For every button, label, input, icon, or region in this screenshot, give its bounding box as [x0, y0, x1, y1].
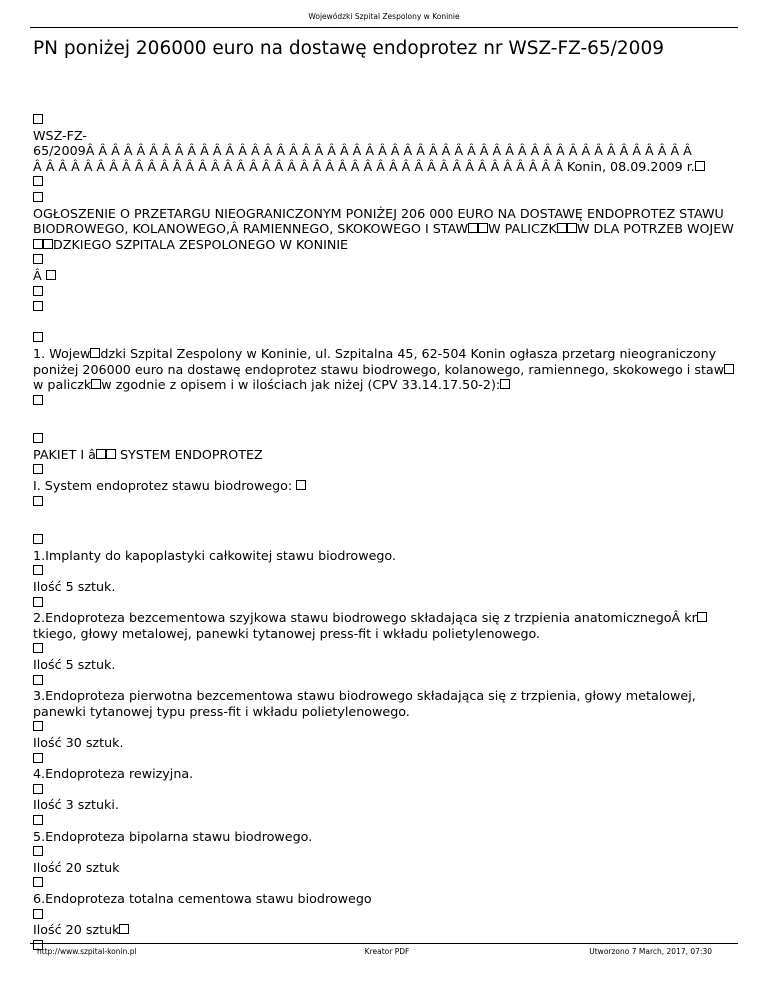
placeholder-glyph: [33, 813, 738, 829]
quantity-line: Ilość 30 sztuk.: [33, 734, 124, 750]
announcement-heading: OGŁOSZENIE O PRZETARGU NIEOGRANICZONYM PONIŻEJ 206 000 EURO NA DOSTAWĘ ENDOPROTEZ STAWU BIODROWEGO, KOLANOWEGO,Â RAMIENNEGO, SKOKOWEGO I STAW W PALICZK W DLA POTRZEB WOJEWDZKIEGO SZPITALA ZESPOLONEGO W KONINIE: [33, 205, 734, 252]
missing-glyph-icon: [33, 192, 43, 202]
system-heading: I. System endoprotez stawu biodrowego:: [33, 478, 738, 494]
placeholder-glyph: [33, 673, 738, 689]
missing-glyph-icon: [695, 161, 705, 171]
missing-glyph-icon: [33, 815, 43, 825]
missing-glyph-icon: [33, 597, 43, 607]
list-item: 4.Endoproteza rewizyjna.: [33, 766, 194, 782]
header-divider: [30, 27, 738, 28]
document-body: [33, 112, 738, 953]
missing-glyph-icon: [33, 753, 43, 763]
placeholder-glyph: [33, 284, 738, 300]
list-item: 5.Endoproteza bipolarna stawu biodrowego.: [33, 828, 313, 844]
document-title: PN poniżej 206000 euro na dostawę endoprotez nr WSZ-FZ-65/2009: [33, 38, 664, 59]
quantity-line: Ilość 5 sztuk.: [33, 657, 116, 672]
missing-glyph-icon: [33, 464, 43, 474]
intro-paragraph: 1. Wojew dzki Szpital Zespolony w Koninie, ul. Szpitalna 45, 62-504 Konin ogłasza przetarg nieograniczony poniżej 206000 euro na dostawę endoprotez stawu biodrowego, kolanowego, ramiennego, skokowego i staww paliczk w zgodnie z opisem i w ilościach jak niżej (CPV 33.14.17.50-2):: [33, 346, 738, 393]
missing-glyph-icon: [697, 612, 707, 622]
missing-glyph-icon: [96, 449, 106, 459]
missing-glyph-icon: [500, 379, 510, 389]
placeholder-glyph: [33, 532, 738, 548]
quantity-line: Ilość 20 sztuk: [33, 859, 120, 875]
missing-glyph-icon: [33, 176, 43, 186]
missing-glyph-icon: [90, 348, 100, 358]
reference-date-line: Â Â Â Â Â Â Â Â Â Â Â Â Â Â Â Â Â Â Â Â Â Â Â Â Â Â Â Â Â Â Â Â Â Â Â Â Â Â Â Â Â Â Konin, 08.09.2009 r.: [33, 159, 738, 175]
placeholder-glyph: [33, 299, 738, 315]
missing-glyph-icon: [33, 565, 43, 575]
placeholder-glyph: [33, 393, 738, 409]
missing-glyph-icon: [33, 286, 43, 296]
missing-glyph-icon: [33, 239, 43, 249]
missing-glyph-icon: [33, 114, 43, 124]
footer-generator: Kreator PDF: [364, 947, 410, 956]
reference-line: 65/2009Â Â Â Â Â Â Â Â Â Â Â Â Â Â Â Â Â Â Â Â Â Â Â Â Â Â Â Â Â Â Â Â Â Â Â Â Â Â Â Â Â Â Â Â Â Â Â Â: [33, 143, 692, 159]
missing-glyph-icon: [724, 364, 734, 374]
placeholder-glyph: [33, 782, 738, 798]
missing-glyph-icon: [106, 449, 116, 459]
missing-glyph-icon: [46, 270, 56, 280]
missing-glyph-icon: [468, 223, 478, 233]
list-item: 6.Endoproteza totalna cementowa stawu biodrowego: [33, 890, 372, 906]
placeholder-glyph: [33, 330, 738, 346]
missing-glyph-icon: [33, 496, 43, 506]
quantity-line: Ilość 20 sztuk: [33, 922, 738, 938]
list-item: 3.Endoproteza pierwotna bezcementowa stawu biodrowego składająca się z trzpienia, głowy metalowej, panewki tytanowej typu press-fit i wkładu polietylenowego.: [33, 688, 696, 719]
missing-glyph-icon: [33, 254, 43, 264]
placeholder-glyph: [33, 431, 738, 447]
missing-glyph-icon: [557, 223, 567, 233]
missing-glyph-icon: [33, 534, 43, 544]
placeholder-glyph: [33, 252, 738, 268]
placeholder-glyph: [33, 844, 738, 860]
missing-glyph-icon: [43, 239, 53, 249]
quantity-line: Ilość 3 sztuki.: [33, 797, 119, 813]
missing-glyph-icon: [33, 301, 43, 311]
missing-glyph-icon: [33, 909, 43, 919]
missing-glyph-icon: [567, 223, 577, 233]
missing-glyph-icon: [33, 721, 43, 731]
placeholder-glyph: [33, 563, 738, 579]
placeholder-glyph: [33, 174, 738, 190]
list-item: 1.Implanty do kapoplastyki całkowitej stawu biodrowego.: [33, 547, 396, 563]
placeholder-glyph: [33, 595, 738, 611]
placeholder-glyph: [33, 190, 738, 206]
quantity-line: Ilość 5 sztuk.: [33, 579, 116, 595]
missing-glyph-icon: [91, 379, 101, 389]
list-item: 2.Endoproteza bezcementowa szyjkowa stawu biodrowego składająca się z trzpienia anatomicznegoÂ krtkiego, głowy metalowej, panewki tytanowej press-fit i wkładu polietylenowego.: [33, 610, 738, 641]
missing-glyph-icon: [478, 223, 488, 233]
missing-glyph-icon: [33, 784, 43, 794]
placeholder-glyph: [33, 462, 738, 478]
site-name: Wojewódzki Szpital Zespolony w Koninie: [308, 12, 460, 21]
placeholder-glyph: [33, 641, 738, 657]
missing-glyph-icon: [33, 395, 43, 405]
missing-glyph-icon: [33, 675, 43, 685]
missing-glyph-icon: [33, 643, 43, 653]
footer-created: Utworzono 7 March, 2017, 07:30: [589, 947, 712, 956]
placeholder-glyph: [33, 494, 738, 510]
missing-glyph-icon: [33, 846, 43, 856]
missing-glyph-icon: [33, 877, 43, 887]
package-heading: PAKIET I â SYSTEM ENDOPROTEZ: [33, 446, 263, 462]
footer-divider: [30, 943, 738, 944]
placeholder-glyph: Â: [33, 268, 738, 284]
missing-glyph-icon: [296, 480, 306, 490]
reference-line: WSZ-FZ-: [33, 127, 87, 143]
placeholder-glyph: [33, 719, 738, 735]
placeholder-glyph: [33, 875, 738, 891]
missing-glyph-icon: [119, 924, 129, 934]
placeholder-glyph: [33, 112, 738, 128]
footer-url[interactable]: http://www.szpital-konin.pl: [37, 947, 137, 956]
missing-glyph-icon: [33, 332, 43, 342]
page-header: [0, 0, 768, 21]
missing-glyph-icon: [33, 433, 43, 443]
placeholder-glyph: [33, 751, 738, 767]
placeholder-glyph: [33, 907, 738, 923]
